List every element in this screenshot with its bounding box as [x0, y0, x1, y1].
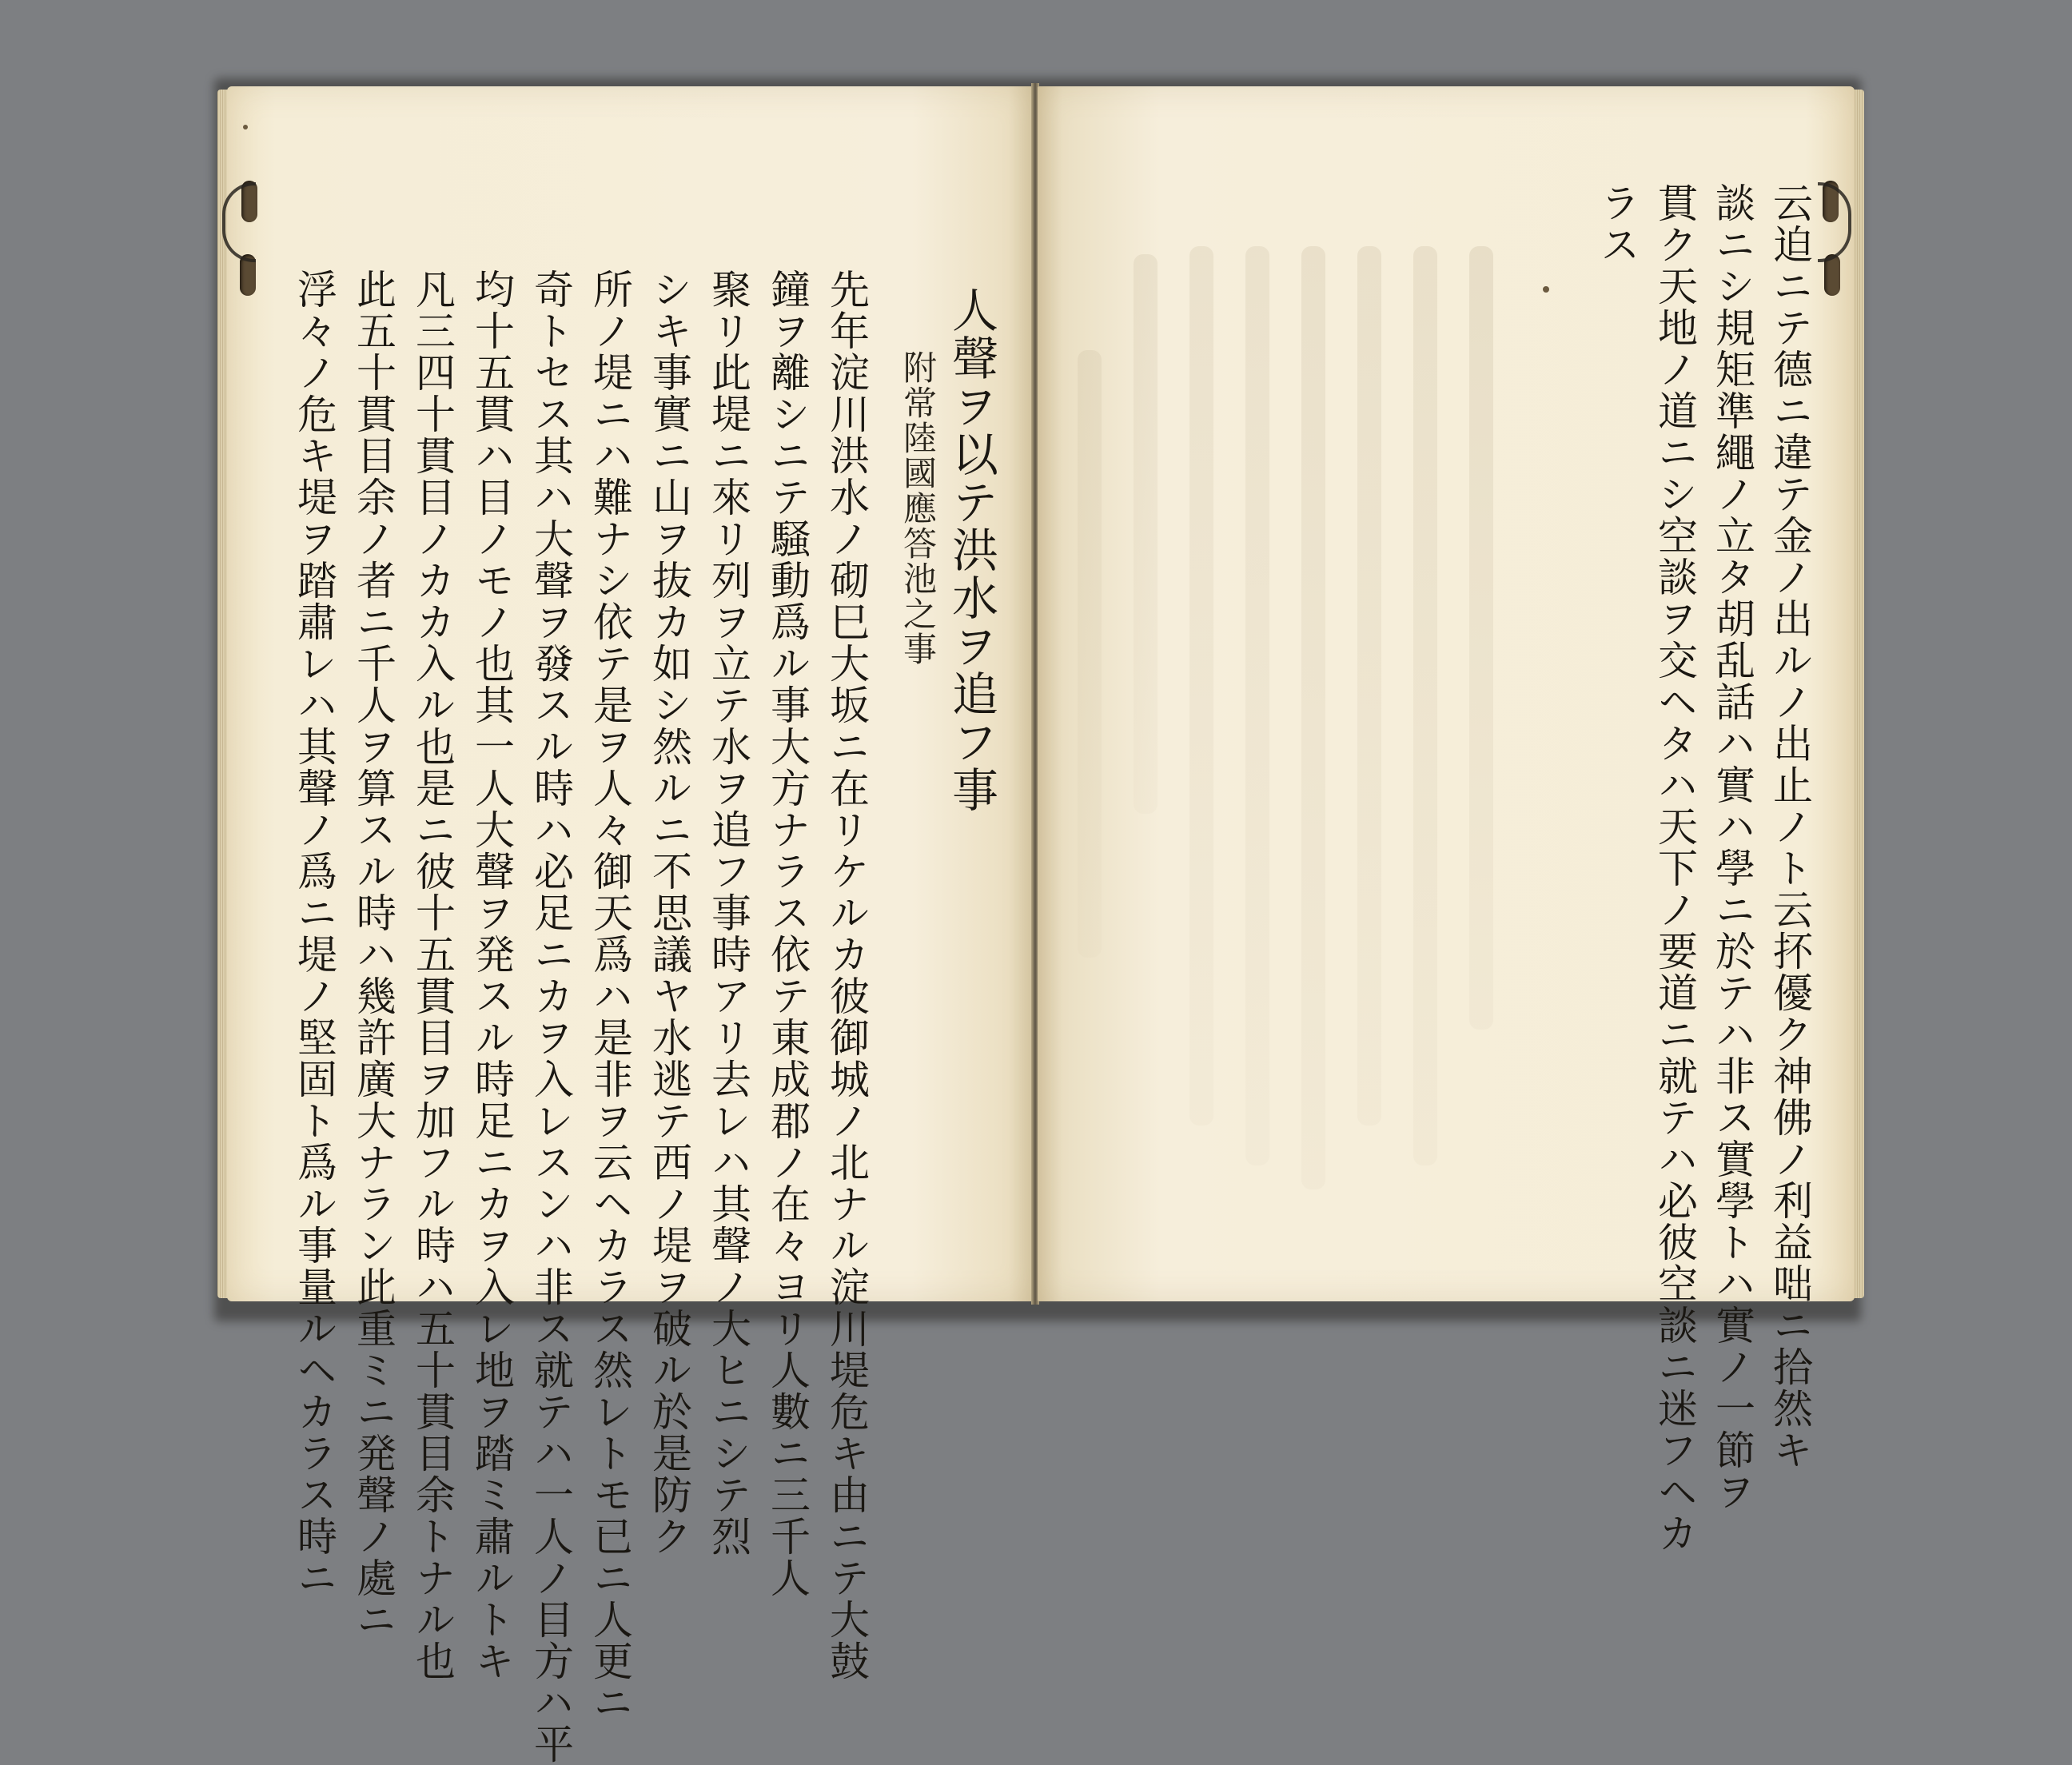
- text-column: 談ニシ規矩準繩ノ立タ胡乱話ハ實ハ學ニ於テハ非ス實學トハ實ノ一節ヲ: [1709, 182, 1755, 1512]
- text-column: 先年淀川洪水ノ砌巳大坂ニ在リケルカ彼御城ノ北ナル淀川堤危キ由ニテ大鼓: [823, 269, 870, 1682]
- text-column: シキ事實ニ山ヲ抜カ如シ然ルニ不思議ヤ水逃テ西ノ堤ヲ破ル於是防ク: [646, 269, 692, 1557]
- text-column: 貫ク天地ノ道ニシ空談ヲ交ヘタハ天下ノ要道ニ就テハ必彼空談ニ迷フヘカ: [1652, 182, 1698, 1554]
- left-page: [227, 86, 1033, 1765]
- page-subtitle: 附常陸國應答池之事: [899, 350, 938, 667]
- page-edges-right: [1853, 90, 1864, 1298]
- text-column: 凡三四十貫目ノカカ入ル也是ニ彼十五貫目ヲ加フル時ハ五十貫目余トナル也: [409, 269, 456, 1682]
- text-column: ラス: [1594, 182, 1640, 265]
- text-column: 浮々ノ危キ堤ヲ踏肅レハ其聲ノ爲ニ堤ノ堅固ト爲ル事量ルヘカラス時ニ: [291, 269, 337, 1599]
- show-through-area: [1070, 230, 1517, 1189]
- text-column: 奇トセス其ハ大聲ヲ發スル時ハ必足ニカヲ入レスンハ非ス就テハ一人ノ目方ハ平: [528, 269, 574, 1765]
- text-column: 鐘ヲ離シニテ騒動爲ル事大方ナラス依テ東成郡ノ在々ヨリ人數ニ三千人: [764, 269, 811, 1599]
- text-column: 所ノ堤ニハ難ナシ依テ是ヲ人々御天爲ハ是非ヲ云ヘカラス然レトモ已ニ人更ニ: [587, 269, 633, 1723]
- left-page-text: [227, 86, 1033, 1765]
- binding-thread: [1818, 182, 1851, 262]
- page-title: 人聲ヲ以テ洪水ヲ追フ事: [944, 286, 998, 814]
- text-column: 均十五貫ハ目ノモノ也其一人大聲ヲ発スル時足ニカヲ入レ地ヲ踏ミ肅ルトキ: [468, 269, 515, 1682]
- text-column: 云迫ニテ德ニ違テ金ノ出ルノ出止ノト云抔優ク神佛ノ利益咄ニ拾然キ: [1767, 182, 1813, 1471]
- right-page: [1038, 86, 1855, 1554]
- paper-speck: [1543, 286, 1549, 293]
- text-column: 聚リ此堤ニ來リ列ヲ立テ水ヲ追フ事時アリ去レハ其聲ノ大ヒニシテ烈: [705, 269, 751, 1557]
- text-column: 此五十貫目余ノ者ニ千人ヲ算スル時ハ幾許廣大ナラン此重ミニ発聲ノ處ニ: [350, 269, 396, 1640]
